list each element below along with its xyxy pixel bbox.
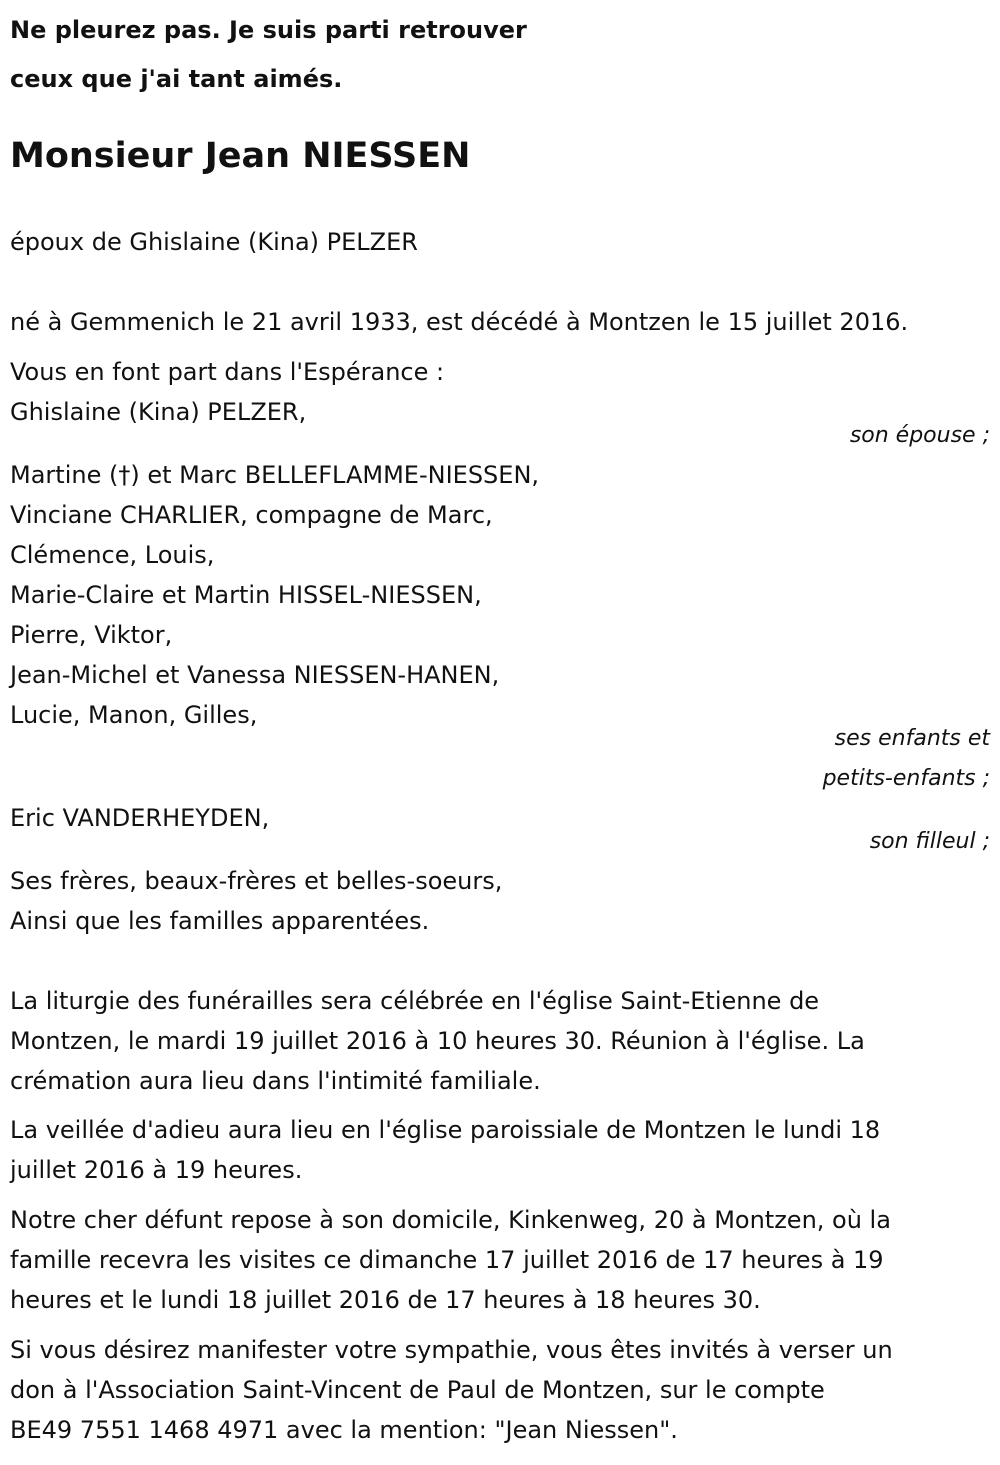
deceased-name: Monsieur Jean NIESSEN (10, 136, 471, 176)
epigraph-line-2: ceux que j'ai tant aimés. (10, 65, 343, 93)
family-member: Jean-Michel et Vanessa NIESSEN-HANEN, (10, 661, 500, 689)
donation-line: Si vous désirez manifester votre sympathie, vous êtes invités à verser un (10, 1336, 893, 1364)
vigil-paragraph (10, 1110, 880, 1190)
children-role-line-1: ses enfants et (834, 726, 990, 751)
funeral-line: La liturgie des funérailles sera célébrée en l'église Saint-Etienne de (10, 987, 820, 1015)
spouse-line: époux de Ghislaine (Kina) PELZER (10, 228, 418, 256)
vigil-line: La veillée d'adieu aura lieu en l'église paroissiale de Montzen le lundi 18 (10, 1116, 881, 1144)
donation-paragraph (10, 1330, 893, 1450)
donation-line: don à l'Association Saint-Vincent de Paul de Montzen, sur le compte (10, 1376, 825, 1404)
family-others (10, 861, 502, 941)
epigraph (10, 6, 527, 104)
visitation-line: Notre cher défunt repose à son domicile, Kinkenweg, 20 à Montzen, où la (10, 1206, 891, 1234)
family-member: Pierre, Viktor, (10, 621, 173, 649)
funeral-line: crémation aura lieu dans l'intimité familiale. (10, 1067, 541, 1095)
epigraph-line-1: Ne pleurez pas. Je suis parti retrouver (10, 16, 527, 44)
family-godson: Eric VANDERHEYDEN, (10, 804, 270, 832)
children-role-line-2: petits-enfants ; (822, 766, 990, 791)
family-member: Clémence, Louis, (10, 541, 215, 569)
family-member: Vinciane CHARLIER, compagne de Marc, (10, 501, 493, 529)
family-others-line: Ses frères, beaux-frères et belles-soeurs, (10, 867, 503, 895)
funeral-paragraph (10, 981, 865, 1101)
announcement-intro: Vous en font part dans l'Espérance : (10, 358, 445, 386)
family-others-line: Ainsi que les familles apparentées. (10, 907, 430, 935)
funeral-line: Montzen, le mardi 19 juillet 2016 à 10 heures 30. Réunion à l'église. La (10, 1027, 865, 1055)
children-role (823, 719, 990, 799)
vigil-line: juillet 2016 à 19 heures. (10, 1156, 303, 1184)
donation-line: BE49 7551 1468 4971 avec la mention: "Jean Niessen". (10, 1416, 678, 1444)
family-member: Marie-Claire et Martin HISSEL-NIESSEN, (10, 581, 482, 609)
family-member: Lucie, Manon, Gilles, (10, 701, 258, 729)
family-children (10, 455, 539, 735)
godson-role: son filleul ; (869, 829, 990, 854)
spouse-role: son épouse ; (849, 423, 990, 448)
family-member: Martine (†) et Marc BELLEFLAMME-NIESSEN, (10, 461, 540, 489)
birth-death-line: né à Gemmenich le 21 avril 1933, est décédé à Montzen le 15 juillet 2016. (10, 308, 909, 336)
visitation-line: famille recevra les visites ce dimanche 17 juillet 2016 de 17 heures à 19 (10, 1246, 884, 1274)
visitation-paragraph (10, 1200, 891, 1320)
visitation-line: heures et le lundi 18 juillet 2016 de 17 heures à 18 heures 30. (10, 1286, 761, 1314)
family-spouse: Ghislaine (Kina) PELZER, (10, 398, 307, 426)
